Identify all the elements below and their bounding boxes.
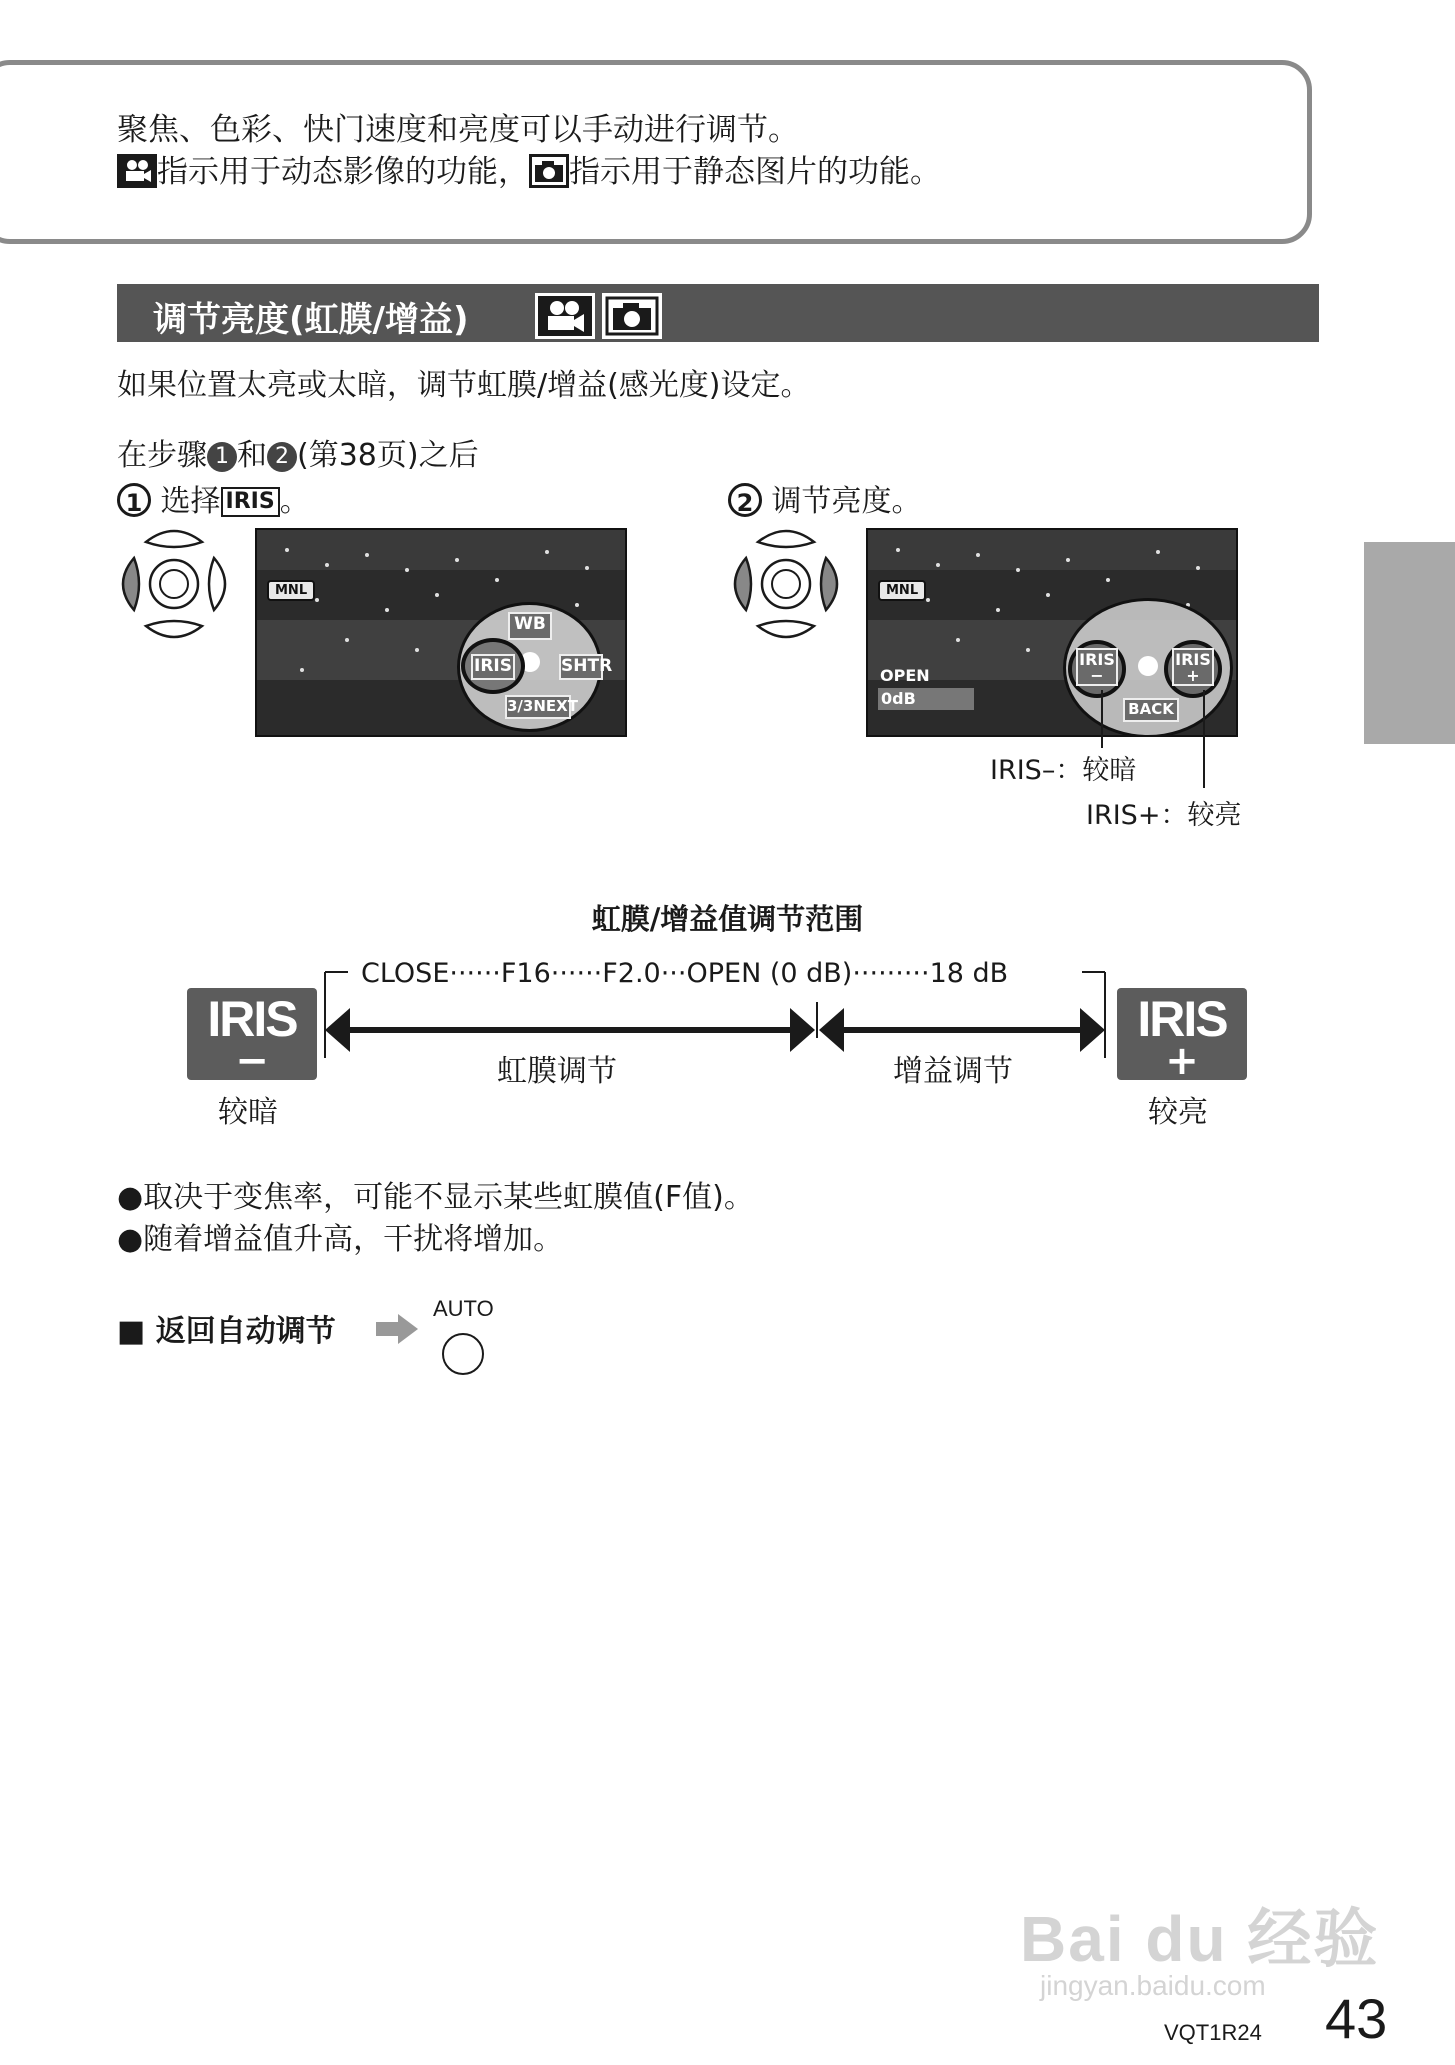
plus-sign: + <box>1186 666 1200 685</box>
step1-text: 选择 <box>160 484 221 519</box>
after-steps-text <box>117 430 479 474</box>
after-steps-prefix: 在步骤 <box>117 438 207 473</box>
page-number: 43 <box>1325 1987 1388 2050</box>
section-header <box>117 284 1319 342</box>
watermark-url: jingyan.baidu.com <box>1040 1970 1266 2001</box>
step-ref-2: 2 <box>267 442 297 472</box>
lead-text: 如果位置太亮或太暗，调节虹膜/增益(感光度)设定。 <box>117 368 811 403</box>
iris-minus-large-sign: − <box>235 1038 269 1084</box>
range-scale: CLOSE······F16······F2.0···OPEN (0 dB)·········18 dB <box>357 958 1012 989</box>
motion-picture-icon <box>535 293 595 339</box>
chapter-side-tab <box>1364 542 1455 744</box>
step1-number: 1 <box>117 483 151 517</box>
iris-plus-button-large <box>1117 988 1247 1084</box>
iris-minus-caption: IRIS–：较暗 <box>990 755 1137 786</box>
iris-plus-large-sign: + <box>1165 1038 1199 1084</box>
iris-plus-button[interactable] <box>1172 648 1214 686</box>
open-indicator: OPEN <box>880 666 930 685</box>
note-1: ●取决于变焦率，可能不显示某些虹膜值(F值)。 <box>117 1180 754 1215</box>
wb-menu-button[interactable]: WB <box>508 612 552 640</box>
intro-still-text: 指示用于静态图片的功能。 <box>569 154 941 190</box>
motion-picture-icon <box>117 154 157 188</box>
brighter-caption: 较亮 <box>1148 1095 1208 1130</box>
step1-heading <box>117 476 310 520</box>
step2-text: 调节亮度。 <box>771 484 922 519</box>
auto-button-label: AUTO <box>433 1296 494 1321</box>
next-menu-button[interactable]: 3/3NEXT <box>505 695 571 719</box>
gain-indicator: 0dB <box>878 688 974 710</box>
arrow-right-icon <box>376 1312 420 1346</box>
iris-plus-label: IRIS <box>1175 650 1211 669</box>
iris-menu-icon: IRIS <box>221 487 280 517</box>
watermark-brand: Bai du 经验 <box>1020 1903 1380 1975</box>
iris-menu-button[interactable]: IRIS <box>471 654 515 680</box>
menu-center-dot <box>1138 656 1158 676</box>
after-steps-mid: 和 <box>237 438 267 473</box>
step2-heading <box>728 476 922 520</box>
intro-line-1: 聚焦、色彩、快门速度和亮度可以手动进行调节。 <box>117 112 799 148</box>
iris-minus-button-large <box>187 988 317 1084</box>
joystick-left-icon[interactable] <box>114 522 234 646</box>
iris-plus-large-label: IRIS <box>1137 991 1227 1047</box>
joystick-right-icon[interactable] <box>726 522 846 646</box>
section-title: 调节亮度(虹膜/增益) <box>153 300 469 340</box>
still-picture-icon <box>602 293 662 339</box>
return-auto-label: ■ 返回自动调节 <box>117 1314 336 1349</box>
mnl-indicator: MNL <box>878 580 926 601</box>
note-2: ●随着增益值升高，干扰将增加。 <box>117 1222 564 1257</box>
darker-caption: 较暗 <box>218 1095 278 1130</box>
model-code: VQT1R24 <box>1164 2020 1262 2045</box>
iris-adjust-label: 虹膜调节 <box>497 1054 617 1089</box>
mnl-indicator: MNL <box>267 580 315 601</box>
step-ref-1: 1 <box>207 442 237 472</box>
step1-end: 。 <box>279 484 310 519</box>
iris-minus-label: IRIS <box>1079 650 1115 669</box>
still-picture-icon <box>529 154 569 188</box>
shtr-menu-button[interactable]: SHTR <box>559 654 603 680</box>
iris-plus-caption: IRIS+：较亮 <box>1086 800 1242 831</box>
iris-minus-large-label: IRIS <box>207 991 297 1047</box>
back-menu-button[interactable]: BACK <box>1123 698 1179 722</box>
intro-motion-text: 指示用于动态影像的功能， <box>157 154 529 190</box>
iris-minus-button[interactable] <box>1076 648 1118 686</box>
camera-screen-step1 <box>255 528 627 737</box>
after-steps-suffix: (第38页)之后 <box>297 438 479 473</box>
intro-line-2 <box>117 150 941 194</box>
range-title: 虹膜/增益值调节范围 <box>591 902 864 936</box>
gain-adjust-label: 增益调节 <box>893 1054 1013 1089</box>
minus-sign: − <box>1090 666 1104 685</box>
auto-button[interactable] <box>442 1333 484 1375</box>
step2-number: 2 <box>728 483 762 517</box>
